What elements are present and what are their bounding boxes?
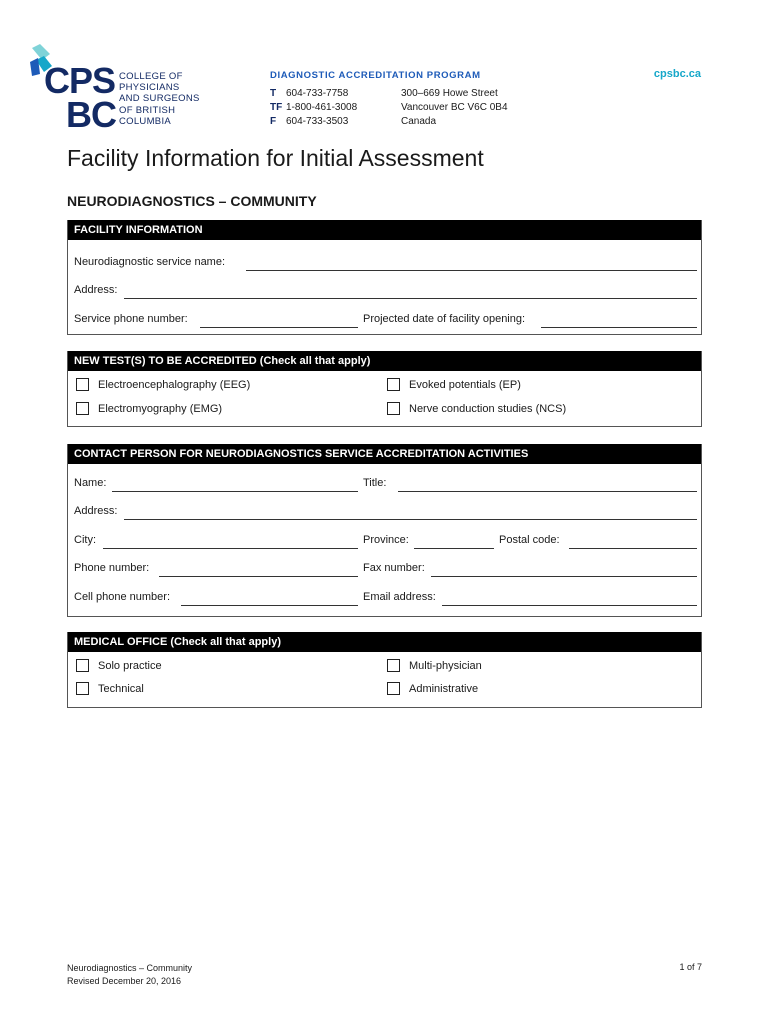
- contact-name-label: Name:: [74, 477, 107, 489]
- phone-line: [270, 115, 357, 129]
- facility-address-row: [74, 283, 697, 297]
- province-field[interactable]: [414, 548, 494, 549]
- service-phone-label: Service phone number:: [74, 313, 188, 325]
- section-heading: NEW TEST(S) TO BE ACCREDITED (Check all that apply): [68, 351, 701, 371]
- postal-code-field[interactable]: [569, 548, 697, 549]
- college-name-line: PHYSICIANS: [119, 82, 180, 94]
- facility-phone-row: [74, 312, 697, 326]
- contact-city-row: [74, 533, 697, 547]
- phone-value: 604-733-3503: [286, 116, 349, 127]
- contact-person-section: [67, 444, 702, 617]
- phone-value: 604-733-7758: [286, 88, 349, 99]
- contact-name-row: [74, 476, 697, 490]
- eeg-checkbox[interactable]: [76, 378, 89, 391]
- service-name-field[interactable]: [246, 270, 697, 271]
- contact-title-label: Title:: [363, 477, 387, 489]
- college-name-line: AND SURGEONS: [119, 93, 200, 105]
- solo-practice-checkbox[interactable]: [76, 659, 89, 672]
- multi-physician-checkbox[interactable]: [387, 659, 400, 672]
- cell-phone-label: Cell phone number:: [74, 591, 171, 603]
- service-name-row: [74, 255, 697, 269]
- section-heading: MEDICAL OFFICE (Check all that apply): [68, 632, 701, 652]
- facility-address-field[interactable]: [124, 298, 697, 299]
- website-link[interactable]: cpsbc.ca: [653, 68, 701, 80]
- footer-info: [67, 962, 192, 988]
- phone-line: [270, 87, 357, 101]
- ncs-checkbox[interactable]: [387, 402, 400, 415]
- section-heading: CONTACT PERSON FOR NEURODIAGNOSTICS SERVICE ACCREDITATION ACTIVITIES: [68, 444, 701, 464]
- administrative-label: Administrative: [409, 683, 479, 695]
- email-address-label: Email address:: [363, 591, 436, 603]
- province-label: Province:: [363, 534, 409, 546]
- tests-row: [74, 378, 697, 392]
- opening-date-label: Projected date of facility opening:: [363, 313, 526, 325]
- technical-label: Technical: [98, 683, 144, 695]
- section-heading: FACILITY INFORMATION: [68, 220, 701, 240]
- administrative-checkbox[interactable]: [387, 682, 400, 695]
- opening-date-field[interactable]: [541, 327, 697, 328]
- phone-key: F: [270, 116, 277, 127]
- page-title: Facility Information for Initial Assessment: [67, 145, 484, 171]
- city-field[interactable]: [103, 548, 358, 549]
- fax-number-label: Fax number:: [363, 562, 425, 574]
- contact-address-field[interactable]: [124, 519, 697, 520]
- postal-code-label: Postal code:: [499, 534, 560, 546]
- fax-number-field[interactable]: [431, 576, 697, 577]
- college-name-line: COLUMBIA: [119, 115, 172, 127]
- address-line: 300–669 Howe Street: [401, 88, 498, 99]
- technical-checkbox[interactable]: [76, 682, 89, 695]
- page-subtitle: NEURODIAGNOSTICS – COMMUNITY: [67, 193, 317, 209]
- contact-title-field[interactable]: [398, 491, 697, 492]
- solo-practice-label: Solo practice: [98, 660, 162, 672]
- office-row: [74, 659, 697, 673]
- email-address-field[interactable]: [442, 605, 697, 606]
- emg-checkbox[interactable]: [76, 402, 89, 415]
- tests-row: [74, 402, 697, 416]
- program-name: DIAGNOSTIC ACCREDITATION PROGRAM: [270, 70, 481, 81]
- logo-bc-text: BC: [66, 94, 116, 135]
- footer-doc-name: Neurodiagnostics – Community: [67, 963, 193, 973]
- contact-address-row: [74, 504, 697, 518]
- phone-number-label: Phone number:: [74, 562, 150, 574]
- eeg-label: Electroencephalography (EEG): [98, 379, 251, 391]
- contact-address-label: Address:: [74, 505, 118, 517]
- phone-value: 1-800-461-3008: [286, 102, 358, 113]
- ep-checkbox[interactable]: [387, 378, 400, 391]
- mailing-address: [401, 87, 508, 129]
- facility-information-section: [67, 220, 702, 335]
- contact-name-field[interactable]: [112, 491, 358, 492]
- college-name-line: COLLEGE OF: [119, 71, 183, 82]
- cell-phone-field[interactable]: [181, 605, 358, 606]
- ep-label: Evoked potentials (EP): [409, 379, 521, 391]
- multi-physician-label: Multi-physician: [409, 660, 482, 672]
- service-name-label: Neurodiagnostic service name:: [74, 256, 226, 268]
- page-number: 1 of 7: [679, 962, 702, 972]
- emg-label: Electromyography (EMG): [98, 403, 223, 415]
- college-name: [119, 71, 200, 127]
- phone-key: TF: [270, 102, 283, 113]
- phone-number-field[interactable]: [159, 576, 358, 577]
- footer-revised: Revised December 20, 2016: [67, 976, 182, 986]
- contact-phone-row: [74, 561, 697, 575]
- cpsbc-logo: [30, 44, 210, 135]
- service-phone-field[interactable]: [200, 327, 358, 328]
- phone-line: [270, 101, 357, 115]
- address-line: Vancouver BC V6C 0B4: [401, 102, 508, 113]
- ncs-label: Nerve conduction studies (NCS): [409, 403, 567, 415]
- city-label: City:: [74, 534, 96, 546]
- contact-cell-row: [74, 590, 697, 604]
- phone-list: [270, 87, 357, 129]
- logo-cps-text: CPS: [44, 60, 116, 101]
- office-row: [74, 682, 697, 696]
- tests-section: [67, 351, 702, 427]
- facility-address-label: Address:: [74, 284, 118, 296]
- phone-key: T: [270, 88, 277, 99]
- medical-office-section: [67, 632, 702, 708]
- address-line: Canada: [401, 116, 437, 127]
- college-name-line: OF BRITISH: [119, 104, 176, 116]
